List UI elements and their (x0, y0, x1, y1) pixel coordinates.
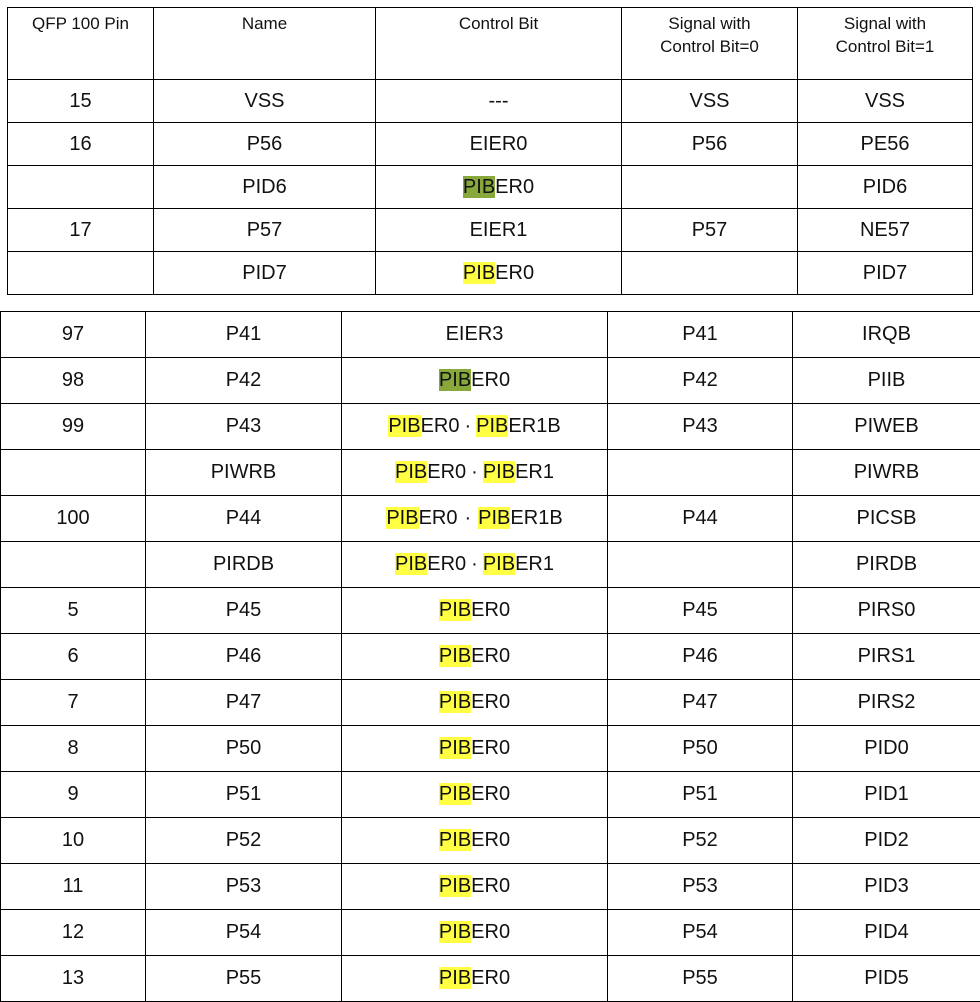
table-row (8, 80, 973, 123)
signal1-cell: PIRS2 (793, 680, 980, 726)
header-signal-bit1-line2: Control Bit=1 (835, 37, 935, 56)
pin-cell: 97 (1, 312, 146, 358)
signal1-cell: PE56 (798, 123, 973, 166)
signal0-cell: P51 (608, 772, 793, 818)
name-cell: P44 (146, 496, 342, 542)
control-cell (342, 680, 608, 726)
table-row (8, 166, 973, 209)
control-cell: EIER3 (342, 312, 608, 358)
signal0-cell: P41 (608, 312, 793, 358)
control-highlight: PIB (438, 737, 472, 759)
pin-cell: 11 (1, 864, 146, 910)
table-row (1, 910, 980, 956)
control-highlight: PIB (386, 507, 419, 529)
header-row (8, 8, 973, 80)
name-cell: P50 (146, 726, 342, 772)
pin-cell: 10 (1, 818, 146, 864)
pin-cell: 7 (1, 680, 146, 726)
control-rest: ER1 (515, 461, 554, 483)
pin-cell: 13 (1, 956, 146, 1002)
header-signal-bit0-line1: Signal with (668, 14, 751, 33)
control-cell (342, 726, 608, 772)
pin-table-bottom (0, 311, 980, 1002)
control-rest: ER0 (418, 507, 458, 529)
signal1-cell: NE57 (798, 209, 973, 252)
control-highlight: PIB (438, 691, 472, 713)
signal0-cell: P56 (622, 123, 798, 166)
control-cell (376, 166, 622, 209)
control-cell: --- (376, 80, 622, 123)
control-highlight: PIB (462, 261, 496, 284)
signal1-cell: PID0 (793, 726, 980, 772)
table-row (1, 496, 980, 542)
signal0-cell: P45 (608, 588, 793, 634)
control-rest: ER0 (471, 737, 511, 759)
pin-cell (8, 252, 154, 295)
control-highlight: PIB (395, 461, 428, 483)
signal0-cell: P42 (608, 358, 793, 404)
and-separator: · (471, 461, 478, 483)
table-row (1, 358, 980, 404)
and-separator: · (471, 553, 478, 575)
control-cell (342, 358, 608, 404)
pin-cell: 16 (8, 123, 154, 166)
pin-cell: 15 (8, 80, 154, 123)
pin-cell: 98 (1, 358, 146, 404)
control-rest: ER0 (471, 921, 511, 943)
name-cell: P46 (146, 634, 342, 680)
header-signal-bit1 (798, 8, 973, 80)
table-row (1, 680, 980, 726)
header-signal-bit0-line2: Control Bit=0 (660, 37, 759, 56)
control-cell (342, 772, 608, 818)
signal1-cell: PID6 (798, 166, 973, 209)
control-cell (342, 956, 608, 1002)
control-rest: ER0 (471, 645, 511, 667)
control-rest: ER0 (471, 691, 511, 713)
control-rest: ER0 (427, 461, 467, 483)
pin-cell: 9 (1, 772, 146, 818)
table-row (1, 312, 980, 358)
signal0-cell (622, 166, 798, 209)
header-signal-bit1-line1: Signal with (843, 14, 927, 33)
control-highlight: PIB (438, 829, 472, 851)
control-highlight: PIB (438, 921, 472, 943)
table-row (8, 123, 973, 166)
signal0-cell: P57 (622, 209, 798, 252)
header-signal-bit0 (622, 8, 798, 80)
signal1-cell: IRQB (793, 312, 980, 358)
name-cell: PIWRB (146, 450, 342, 496)
name-cell: PID6 (154, 166, 376, 209)
signal1-cell: PIIB (793, 358, 980, 404)
header-name: Name (154, 8, 376, 80)
and-separator: · (464, 507, 472, 529)
name-cell: P53 (146, 864, 342, 910)
control-cell (342, 542, 608, 588)
table-row (1, 772, 980, 818)
table-row (8, 252, 973, 295)
control-highlight: PIB (476, 415, 509, 437)
control-highlight: PIB (482, 553, 516, 575)
name-cell: P51 (146, 772, 342, 818)
control-cell (342, 588, 608, 634)
table-row (1, 542, 980, 588)
pin-cell: 100 (1, 496, 146, 542)
signal1-cell: PID5 (793, 956, 980, 1002)
control-cell (342, 496, 608, 542)
signal1-cell: PID4 (793, 910, 980, 956)
name-cell: P57 (154, 209, 376, 252)
control-cell: EIER0 (376, 123, 622, 166)
control-highlight: PIB (438, 599, 472, 621)
control-rest: ER0 (495, 175, 535, 198)
control-cell (376, 252, 622, 295)
signal1-cell: PIWEB (793, 404, 980, 450)
pin-cell (8, 166, 154, 209)
table-row (1, 404, 980, 450)
pin-cell: 6 (1, 634, 146, 680)
pin-cell: 5 (1, 588, 146, 634)
name-cell: P41 (146, 312, 342, 358)
control-rest: ER0 (495, 261, 535, 284)
name-cell: P43 (146, 404, 342, 450)
signal0-cell: P43 (608, 404, 793, 450)
control-rest: ER0 (427, 553, 467, 575)
control-highlight: PIB (438, 645, 472, 667)
table-row (1, 634, 980, 680)
control-cell (342, 634, 608, 680)
control-highlight: PIB (438, 369, 472, 391)
signal1-cell: PID1 (793, 772, 980, 818)
name-cell: PID7 (154, 252, 376, 295)
signal1-cell: PICSB (793, 496, 980, 542)
control-highlight: PIB (438, 967, 472, 989)
signal0-cell (608, 450, 793, 496)
control-rest: ER0 (471, 783, 511, 805)
table-row (1, 818, 980, 864)
control-highlight: PIB (388, 415, 421, 437)
signal0-cell: P46 (608, 634, 793, 680)
name-cell: P55 (146, 956, 342, 1002)
control-highlight: PIB (438, 875, 472, 897)
signal1-cell: PIWRB (793, 450, 980, 496)
name-cell: P45 (146, 588, 342, 634)
control-highlight: PIB (395, 553, 428, 575)
pin-cell (1, 450, 146, 496)
control-rest: ER0 (471, 829, 511, 851)
control-highlight: PIB (438, 783, 472, 805)
control-cell (342, 404, 608, 450)
pin-cell: 17 (8, 209, 154, 252)
control-rest: ER1B (510, 507, 563, 529)
control-rest: ER1B (508, 415, 561, 437)
name-cell: P42 (146, 358, 342, 404)
control-rest: ER1 (515, 553, 554, 575)
table-row (1, 726, 980, 772)
name-cell: P56 (154, 123, 376, 166)
control-rest: ER0 (471, 875, 511, 897)
signal0-cell: P47 (608, 680, 793, 726)
name-cell: PIRDB (146, 542, 342, 588)
control-rest: ER0 (471, 599, 511, 621)
signal1-cell: PID2 (793, 818, 980, 864)
header-control-bit: Control Bit (376, 8, 622, 80)
name-cell: VSS (154, 80, 376, 123)
control-cell (342, 818, 608, 864)
signal1-cell: PID7 (798, 252, 973, 295)
pin-cell: 12 (1, 910, 146, 956)
control-cell (342, 864, 608, 910)
and-separator: · (464, 415, 472, 437)
control-cell (342, 450, 608, 496)
control-cell: EIER1 (376, 209, 622, 252)
signal0-cell: P52 (608, 818, 793, 864)
control-highlight: PIB (482, 461, 516, 483)
control-rest: ER0 (420, 415, 460, 437)
name-cell: P52 (146, 818, 342, 864)
signal1-cell: VSS (798, 80, 973, 123)
control-rest: ER0 (471, 369, 511, 391)
table-row (1, 864, 980, 910)
signal0-cell: P50 (608, 726, 793, 772)
signal0-cell: P54 (608, 910, 793, 956)
control-highlight: PIB (478, 507, 511, 529)
signal1-cell: PID3 (793, 864, 980, 910)
pin-cell (1, 542, 146, 588)
pin-cell: 8 (1, 726, 146, 772)
pin-table-top (7, 7, 973, 295)
table-row (1, 450, 980, 496)
name-cell: P54 (146, 910, 342, 956)
pin-cell: 99 (1, 404, 146, 450)
header-pin: QFP 100 Pin (8, 8, 154, 80)
signal0-cell: P55 (608, 956, 793, 1002)
table-row (8, 209, 973, 252)
control-rest: ER0 (471, 967, 511, 989)
signal0-cell (608, 542, 793, 588)
signal1-cell: PIRDB (793, 542, 980, 588)
signal0-cell: P44 (608, 496, 793, 542)
control-highlight: PIB (462, 175, 496, 198)
table-row (1, 956, 980, 1002)
signal1-cell: PIRS0 (793, 588, 980, 634)
control-cell (342, 910, 608, 956)
signal1-cell: PIRS1 (793, 634, 980, 680)
name-cell: P47 (146, 680, 342, 726)
signal0-cell: VSS (622, 80, 798, 123)
table-row (1, 588, 980, 634)
signal0-cell: P53 (608, 864, 793, 910)
signal0-cell (622, 252, 798, 295)
